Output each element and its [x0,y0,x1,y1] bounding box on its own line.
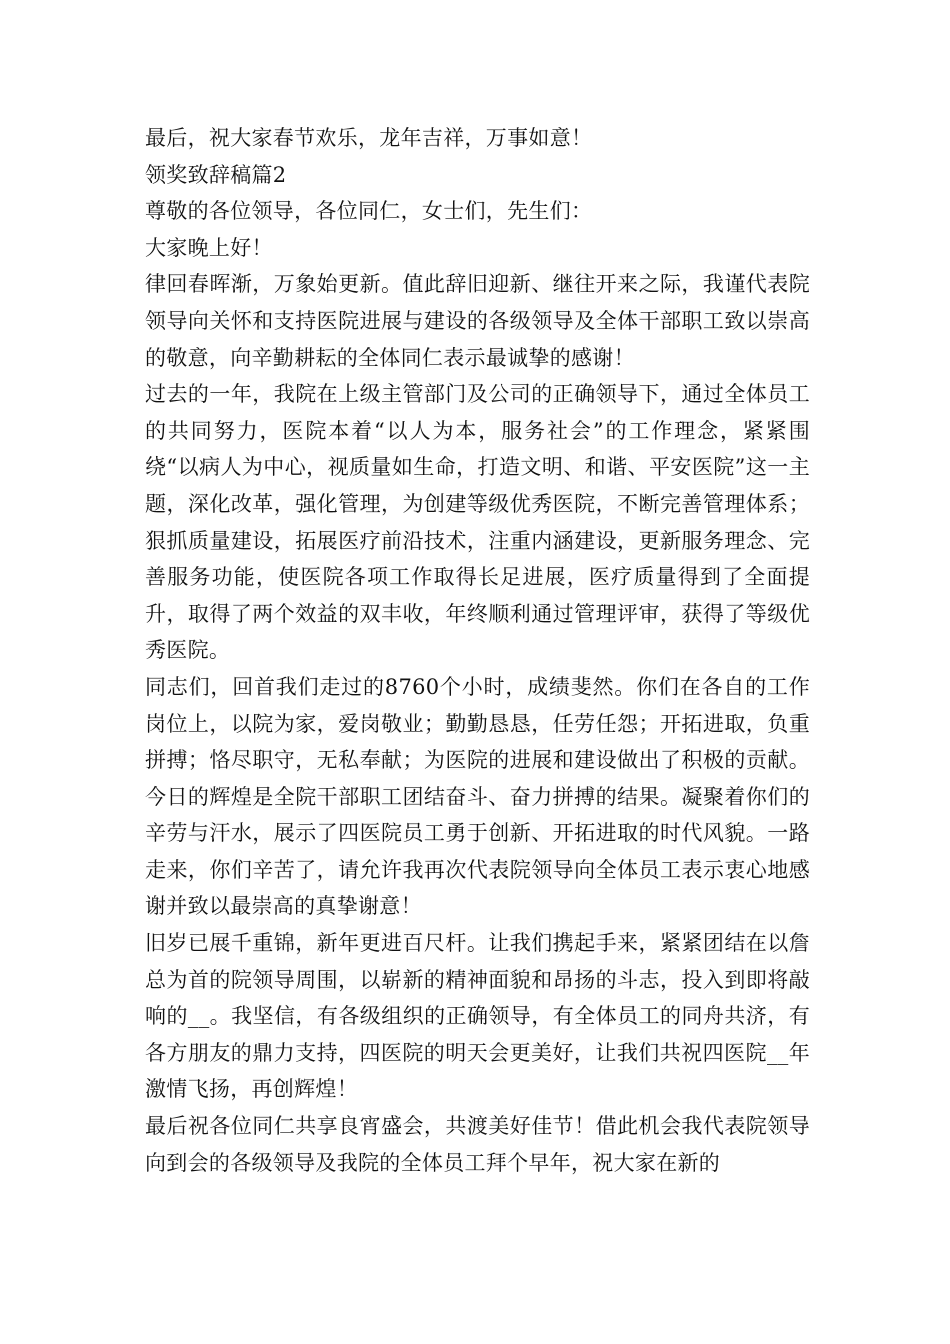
body-paragraph: 过去的一年，我院在上级主管部门及公司的正确领导下，通过全体员工的共同努力，医院本着“以人为本，服务社会”的工作理念，紧紧围绕“以病人为中心，视质量如生命，打造文明、和谐、平安医院”这一主题，深化改革，强化管理，为创建等级优秀医院，不断完善管理体系；狠抓质量建设，拓展医疗前沿技术，注重内涵建设，更新服务理念、完善服务功能，使医院各项工作取得长足进展，医疗质量得到了全面提升，取得了两个效益的双丰收，年终顺利通过管理评审，获得了等级优秀医院。 [145,382,810,663]
body-paragraph: 律回春晖渐，万象始更新。值此辞旧迎新、继往开来之际，我谨代表院领导向关怀和支持医院进展与建设的各级领导及全体干部职工致以崇高的敬意，向辛勤耕耘的全体同仁表示最诚挚的感谢！ [145,272,810,370]
body-paragraph: 最后祝各位同仁共享良宵盛会，共渡美好佳节！借此机会我代表院领导向到会的各级领导及我院的全体员工拜个早年，祝大家在新的 [145,1114,810,1175]
body-paragraph: 旧岁已展千重锦，新年更进百尺杆。让我们携起手来，紧紧团结在以詹总为首的院领导周围，以崭新的精神面貌和昂扬的斗志，投入到即将敲响的__。我坚信，有各级组织的正确领导，有全体员工的同舟共济，有各方朋友的鼎力支持，四医院的明天会更美好，让我们共祝四医院__年激情飞扬，再创辉煌！ [145,931,810,1102]
body-paragraph: 同志们，回首我们走过的8760个小时，成绩斐然。你们在各自的工作岗位上，以院为家，爱岗敬业；勤勤恳恳，任劳任怨；开拓进取，负重拼搏；恪尽职守，无私奉献；为医院的进展和建设做出了积极的贡献。今日的辉煌是全院干部职工团结奋斗、奋力拼搏的结果。凝聚着你们的辛劳与汗水，展示了四医院员工勇于创新、开拓进取的时代风貌。一路走来，你们辛苦了，请允许我再次代表院领导向全体员工表示衷心地感谢并致以最崇高的真挚谢意！ [145,674,810,919]
section-heading: 领奖致辞稿篇2 [145,162,287,187]
document-body [145,120,810,1181]
closing-wish-paragraph: 最后，祝大家春节欢乐，龙年吉祥，万事如意！ [145,126,593,150]
salutation-paragraph: 尊敬的各位领导，各位同仁，女士们，先生们： [145,199,593,224]
greeting-paragraph: 大家晚上好！ [145,235,273,260]
